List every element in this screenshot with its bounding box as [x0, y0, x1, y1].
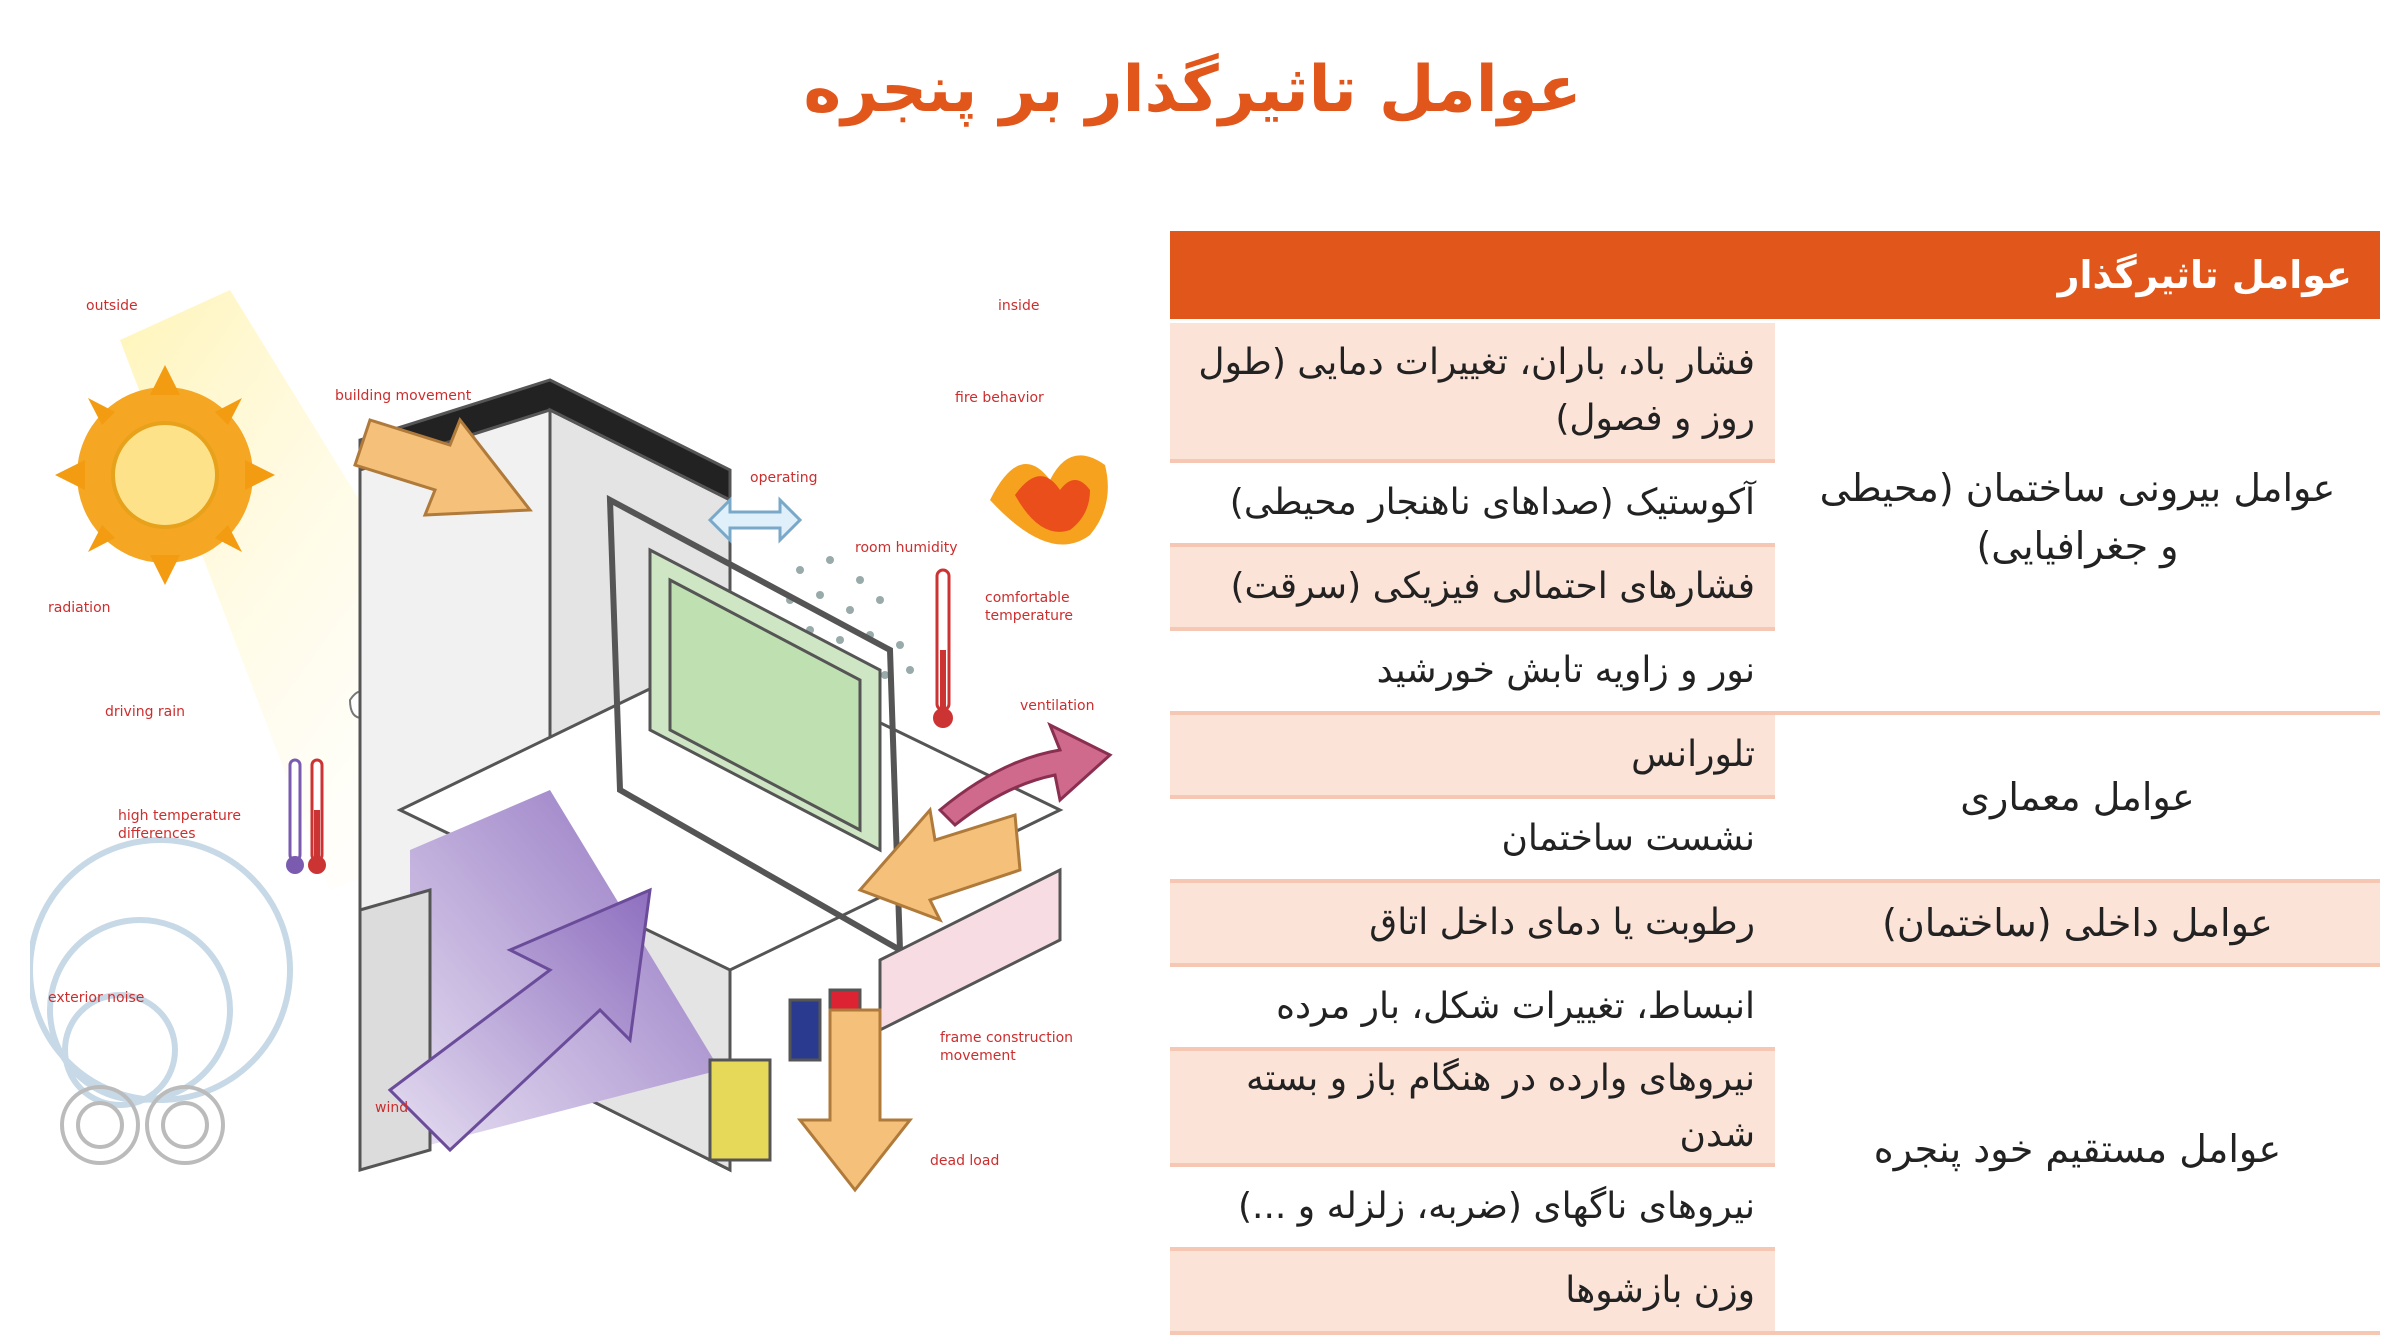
group-window-direct: عوامل مستقیم خود پنجره	[1775, 965, 2380, 1333]
label-dead-load: dead load	[930, 1153, 1000, 1169]
item-cell: وزن بازشوها	[1170, 1249, 1775, 1333]
label-outside: outside	[86, 298, 138, 314]
operating-arrow	[710, 500, 800, 540]
label-operating: operating	[750, 470, 818, 486]
item-cell: نور و زاویه تابش خورشید	[1170, 629, 1775, 713]
window-influences-diagram	[30, 250, 1140, 1210]
group-internal: عوامل داخلی (ساختمان)	[1775, 881, 2380, 965]
label-building-movement: building movement	[335, 388, 472, 404]
label-frame-movement-1: frame construction	[940, 1030, 1074, 1046]
label-high-temperature-2: differences	[118, 826, 196, 842]
label-driving-rain: driving rain	[105, 704, 186, 720]
label-frame-movement-2: movement	[940, 1048, 1016, 1064]
label-inside: inside	[998, 298, 1040, 314]
label-radiation: radiation	[48, 600, 111, 616]
table-row	[1170, 713, 2380, 797]
item-cell: رطوبت یا دمای داخل اتاق	[1170, 881, 1775, 965]
table-row	[1170, 321, 2380, 461]
item-cell: آکوستیک (صداهای ناهنجار محیطی)	[1170, 461, 1775, 545]
page-title: عوامل تاثیرگذار بر پنجره	[803, 53, 1582, 127]
table-header: عوامل تاثیرگذار	[1170, 231, 2380, 321]
item-cell: فشار باد، باران، تغییرات دمایی (طول روز و فصول)	[1170, 321, 1775, 461]
item-cell: نشست ساختمان	[1170, 797, 1775, 881]
label-wind: wind	[375, 1100, 409, 1116]
sun-icon	[55, 365, 275, 585]
label-comfortable-temperature-1: comfortable	[985, 590, 1070, 606]
group-external: عوامل بیرونی ساختمان (محیطی و جغرافیایی)	[1775, 321, 2380, 713]
label-room-humidity: room humidity	[855, 540, 958, 556]
noise-waves-icon	[30, 840, 290, 1105]
fire-icon	[990, 455, 1108, 544]
item-cell: نیروهای وارده در هنگام باز و بسته شدن	[1170, 1049, 1775, 1165]
table-row	[1170, 881, 2380, 965]
item-cell: فشارهای احتمالی فیزیکی (سرقت)	[1170, 545, 1775, 629]
item-cell: انبساط، تغییرات شکل، بار مرده	[1170, 965, 1775, 1049]
label-fire-behavior: fire behavior	[955, 390, 1044, 406]
item-cell: نیروهای ناگهای (ضربه، زلزله و ...)	[1170, 1165, 1775, 1249]
factors-table	[1170, 231, 2380, 1335]
item-cell: تلورانس	[1170, 713, 1775, 797]
label-exterior-noise: exterior noise	[48, 990, 145, 1006]
label-high-temperature-1: high temperature	[118, 808, 241, 824]
table-row	[1170, 965, 2380, 1049]
label-ventilation: ventilation	[1020, 698, 1095, 714]
group-architectural: عوامل معماری	[1775, 713, 2380, 881]
label-comfortable-temperature-2: temperature	[985, 608, 1073, 624]
thermometer-icon	[933, 570, 953, 728]
